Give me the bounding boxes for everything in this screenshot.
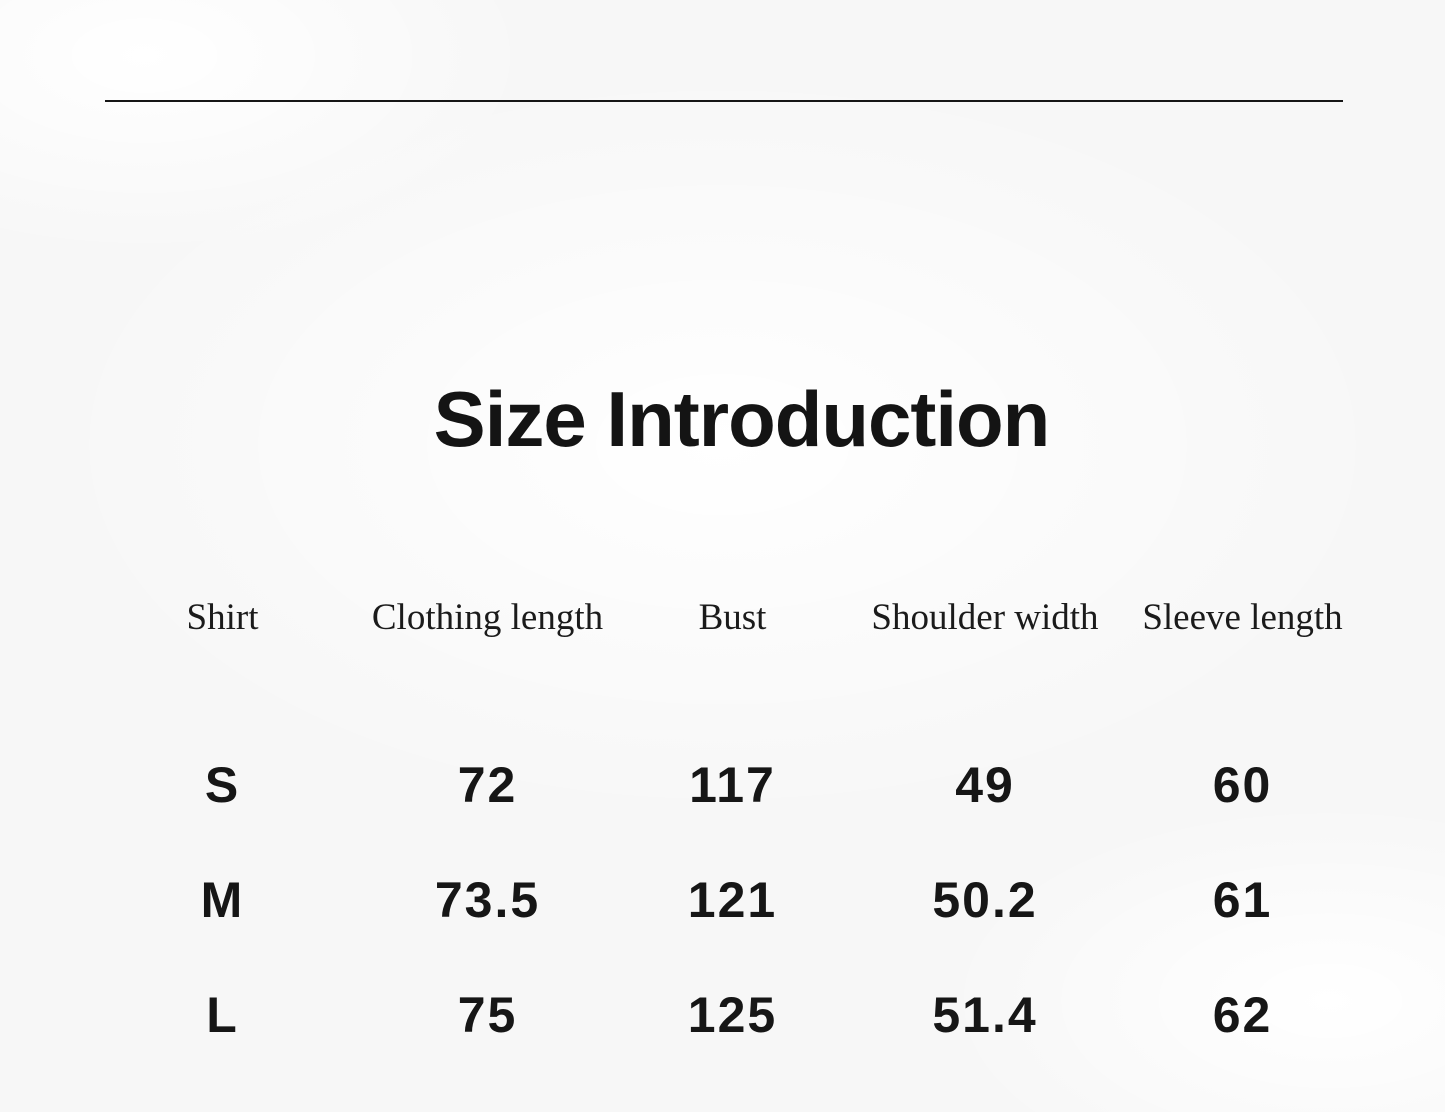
sleeve-length-value: 60 — [1212, 757, 1273, 813]
column-header-shirt: Shirt — [186, 596, 259, 638]
sleeve-length-value: 62 — [1212, 987, 1273, 1043]
bust-value: 125 — [687, 987, 778, 1043]
bust-value: 121 — [687, 872, 778, 928]
table-row-size-m — [105, 871, 1345, 928]
shoulder-width-value: 51.4 — [932, 987, 1038, 1043]
top-divider-line — [105, 100, 1343, 102]
clothing-length-value: 72 — [457, 757, 518, 813]
column-header-sleeve-length: Sleeve length — [1142, 596, 1343, 638]
size-label: L — [206, 987, 239, 1043]
sleeve-length-value: 61 — [1212, 872, 1273, 928]
column-header-clothing-length: Clothing length — [371, 596, 604, 638]
table-row-size-l — [105, 986, 1345, 1043]
table-row-size-s — [105, 756, 1345, 813]
size-label: M — [200, 872, 245, 928]
page-title: Size Introduction — [433, 375, 1050, 464]
size-label: S — [204, 757, 241, 813]
size-table-header-row — [105, 593, 1345, 641]
clothing-length-value: 73.5 — [434, 872, 541, 928]
bust-value: 117 — [689, 757, 776, 813]
clothing-length-value: 75 — [457, 987, 518, 1043]
column-header-shoulder-width: Shoulder width — [871, 596, 1099, 638]
column-header-bust: Bust — [698, 596, 767, 638]
shoulder-width-value: 49 — [955, 757, 1015, 813]
shoulder-width-value: 50.2 — [932, 872, 1038, 928]
